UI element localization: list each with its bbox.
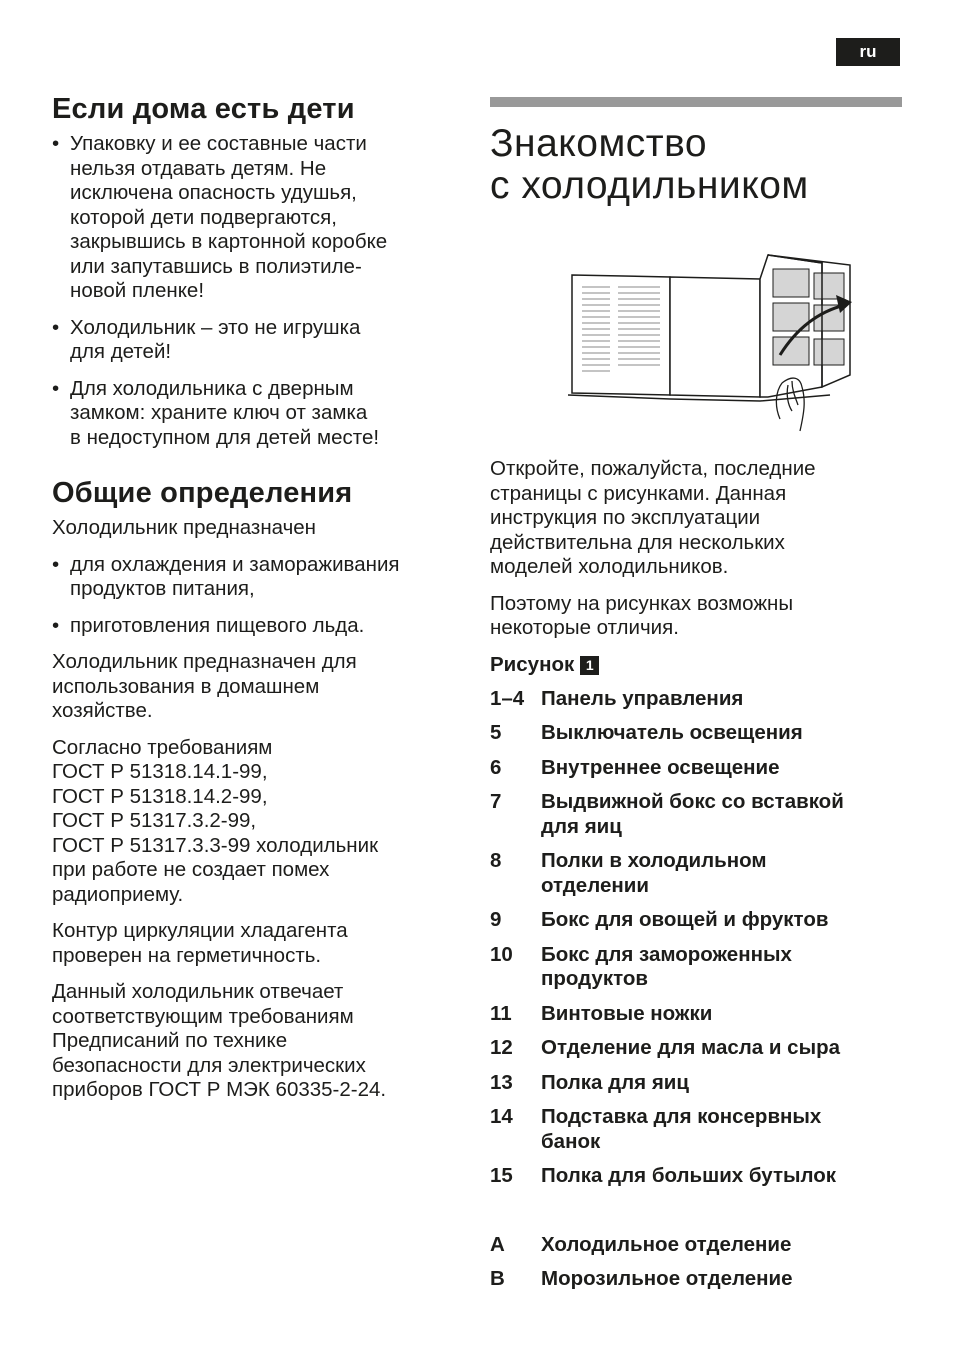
gost-paragraph: Согласно требованиям ГОСТ Р 51318.14.1-99, ГОСТ Р 51318.14.2-99, ГОСТ Р 51317.3.2-99, ГОСТ Р 51317.3.3-99 холодильник при работе не создает помех радиоприему. [52, 735, 379, 906]
legend-number: 6 [490, 755, 502, 779]
legend-text: Бокс для овощей и фруктов [541, 908, 829, 931]
list-item: • приготовления пищевого льда. [52, 614, 452, 639]
legend-item [490, 1164, 902, 1189]
legend-text: Выдвижной бокс со вставкой для яиц [541, 790, 844, 838]
figure-number-badge: 1 [580, 656, 599, 675]
legend-item [490, 1036, 902, 1061]
legend-spacer [490, 1199, 902, 1233]
differences-paragraph: Поэтому на рисунках возможны некоторые отличия. [490, 591, 794, 639]
legend-item [490, 721, 902, 746]
legend-number: 10 [490, 942, 513, 966]
legend-item [490, 687, 902, 712]
legend-text: Морозильное отделение [541, 1267, 793, 1290]
legend-text: Выключатель освещения [541, 721, 803, 744]
legend-item [490, 849, 902, 898]
legend-item [490, 790, 902, 839]
section-rule [490, 97, 902, 107]
legend-number: 11 [490, 1001, 512, 1025]
legend-text: Подставка для консервных банок [541, 1105, 822, 1153]
purpose-bullets [52, 553, 452, 639]
legend-text: Внутреннее освещение [541, 755, 780, 779]
children-heading: Если дома есть дети [52, 93, 355, 125]
circuit-paragraph: Контур циркуляции хладагента проверен на герметичность. [52, 919, 348, 967]
legend-number: 1–4 [490, 686, 525, 710]
open-pages-paragraph: Откройте, пожалуйста, последние страницы с рисунками. Данная инструкция по эксплуатации действительна для нескольких моделей холодильников. [490, 457, 816, 578]
legend-text: Панель управления [541, 686, 744, 710]
legend-text: Полка для яиц [541, 1070, 689, 1094]
legend-item [490, 1002, 902, 1027]
legend-text: Бокс для замороженных продуктов [541, 942, 792, 990]
zone-legend [490, 1233, 902, 1292]
legend-number: B [490, 1267, 505, 1290]
legend-number: 13 [490, 1070, 513, 1094]
open-manual-icon [530, 235, 860, 435]
list-item: • Упаковку и ее составные части нельзя отдавать детям. Не исключена опасность удушья, которой дети подвергаются, закрывшись в картонной коробке или запутавшись в полиэтиле- новой пленке! [52, 132, 452, 304]
list-item: • Холодильник – это не игрушка для детей! [52, 316, 452, 365]
list-item: • для охлаждения и замораживания продуктов питания, [52, 553, 452, 602]
definitions-heading: Общие определения [52, 477, 353, 509]
legend-item [490, 1267, 902, 1292]
legend-number: A [490, 1232, 505, 1256]
legend-item [490, 1105, 902, 1154]
legend-number: 7 [490, 790, 502, 813]
legend-number: 8 [490, 849, 502, 872]
figure-label-text: Рисунок [490, 652, 575, 676]
legend-item [490, 1071, 902, 1096]
legend-number: 12 [490, 1036, 513, 1059]
household-paragraph: Холодильник предназначен для использования в домашнем хозяйстве. [52, 650, 357, 722]
legend-text: Отделение для масла и сыра [541, 1036, 841, 1059]
left-column [52, 92, 452, 1115]
definitions-intro: Холодильник предназначен [52, 516, 317, 539]
legend-item [490, 943, 902, 992]
legend-number: 14 [490, 1105, 513, 1128]
legend-number: 9 [490, 908, 502, 931]
legend-item [490, 1233, 902, 1258]
legend-text: Полка для больших бутылок [541, 1164, 837, 1187]
legend-text: Холодильное отделение [541, 1232, 792, 1256]
safety-paragraph: Данный холодильник отвечает соответствующим требованиям Предписаний по технике безопасности для электрических приборов ГОСТ Р МЭК 60335-2-24. [52, 980, 387, 1101]
children-bullets [52, 132, 452, 450]
legend-text: Винтовые ножки [541, 1001, 713, 1025]
legend-number: 5 [490, 721, 502, 744]
right-column [490, 97, 902, 1302]
section-title: Знакомство с холодильником [490, 122, 809, 207]
language-badge: ru [836, 38, 900, 66]
legend-number: 15 [490, 1164, 513, 1187]
legend-item [490, 756, 902, 781]
figure-label [490, 653, 902, 677]
legend-item [490, 908, 902, 933]
figure-legend [490, 687, 902, 1189]
list-item: • Для холодильника с дверным замком: храните ключ от замка в недоступном для детей месте! [52, 377, 452, 451]
legend-text: Полки в холодильном отделении [541, 849, 767, 897]
